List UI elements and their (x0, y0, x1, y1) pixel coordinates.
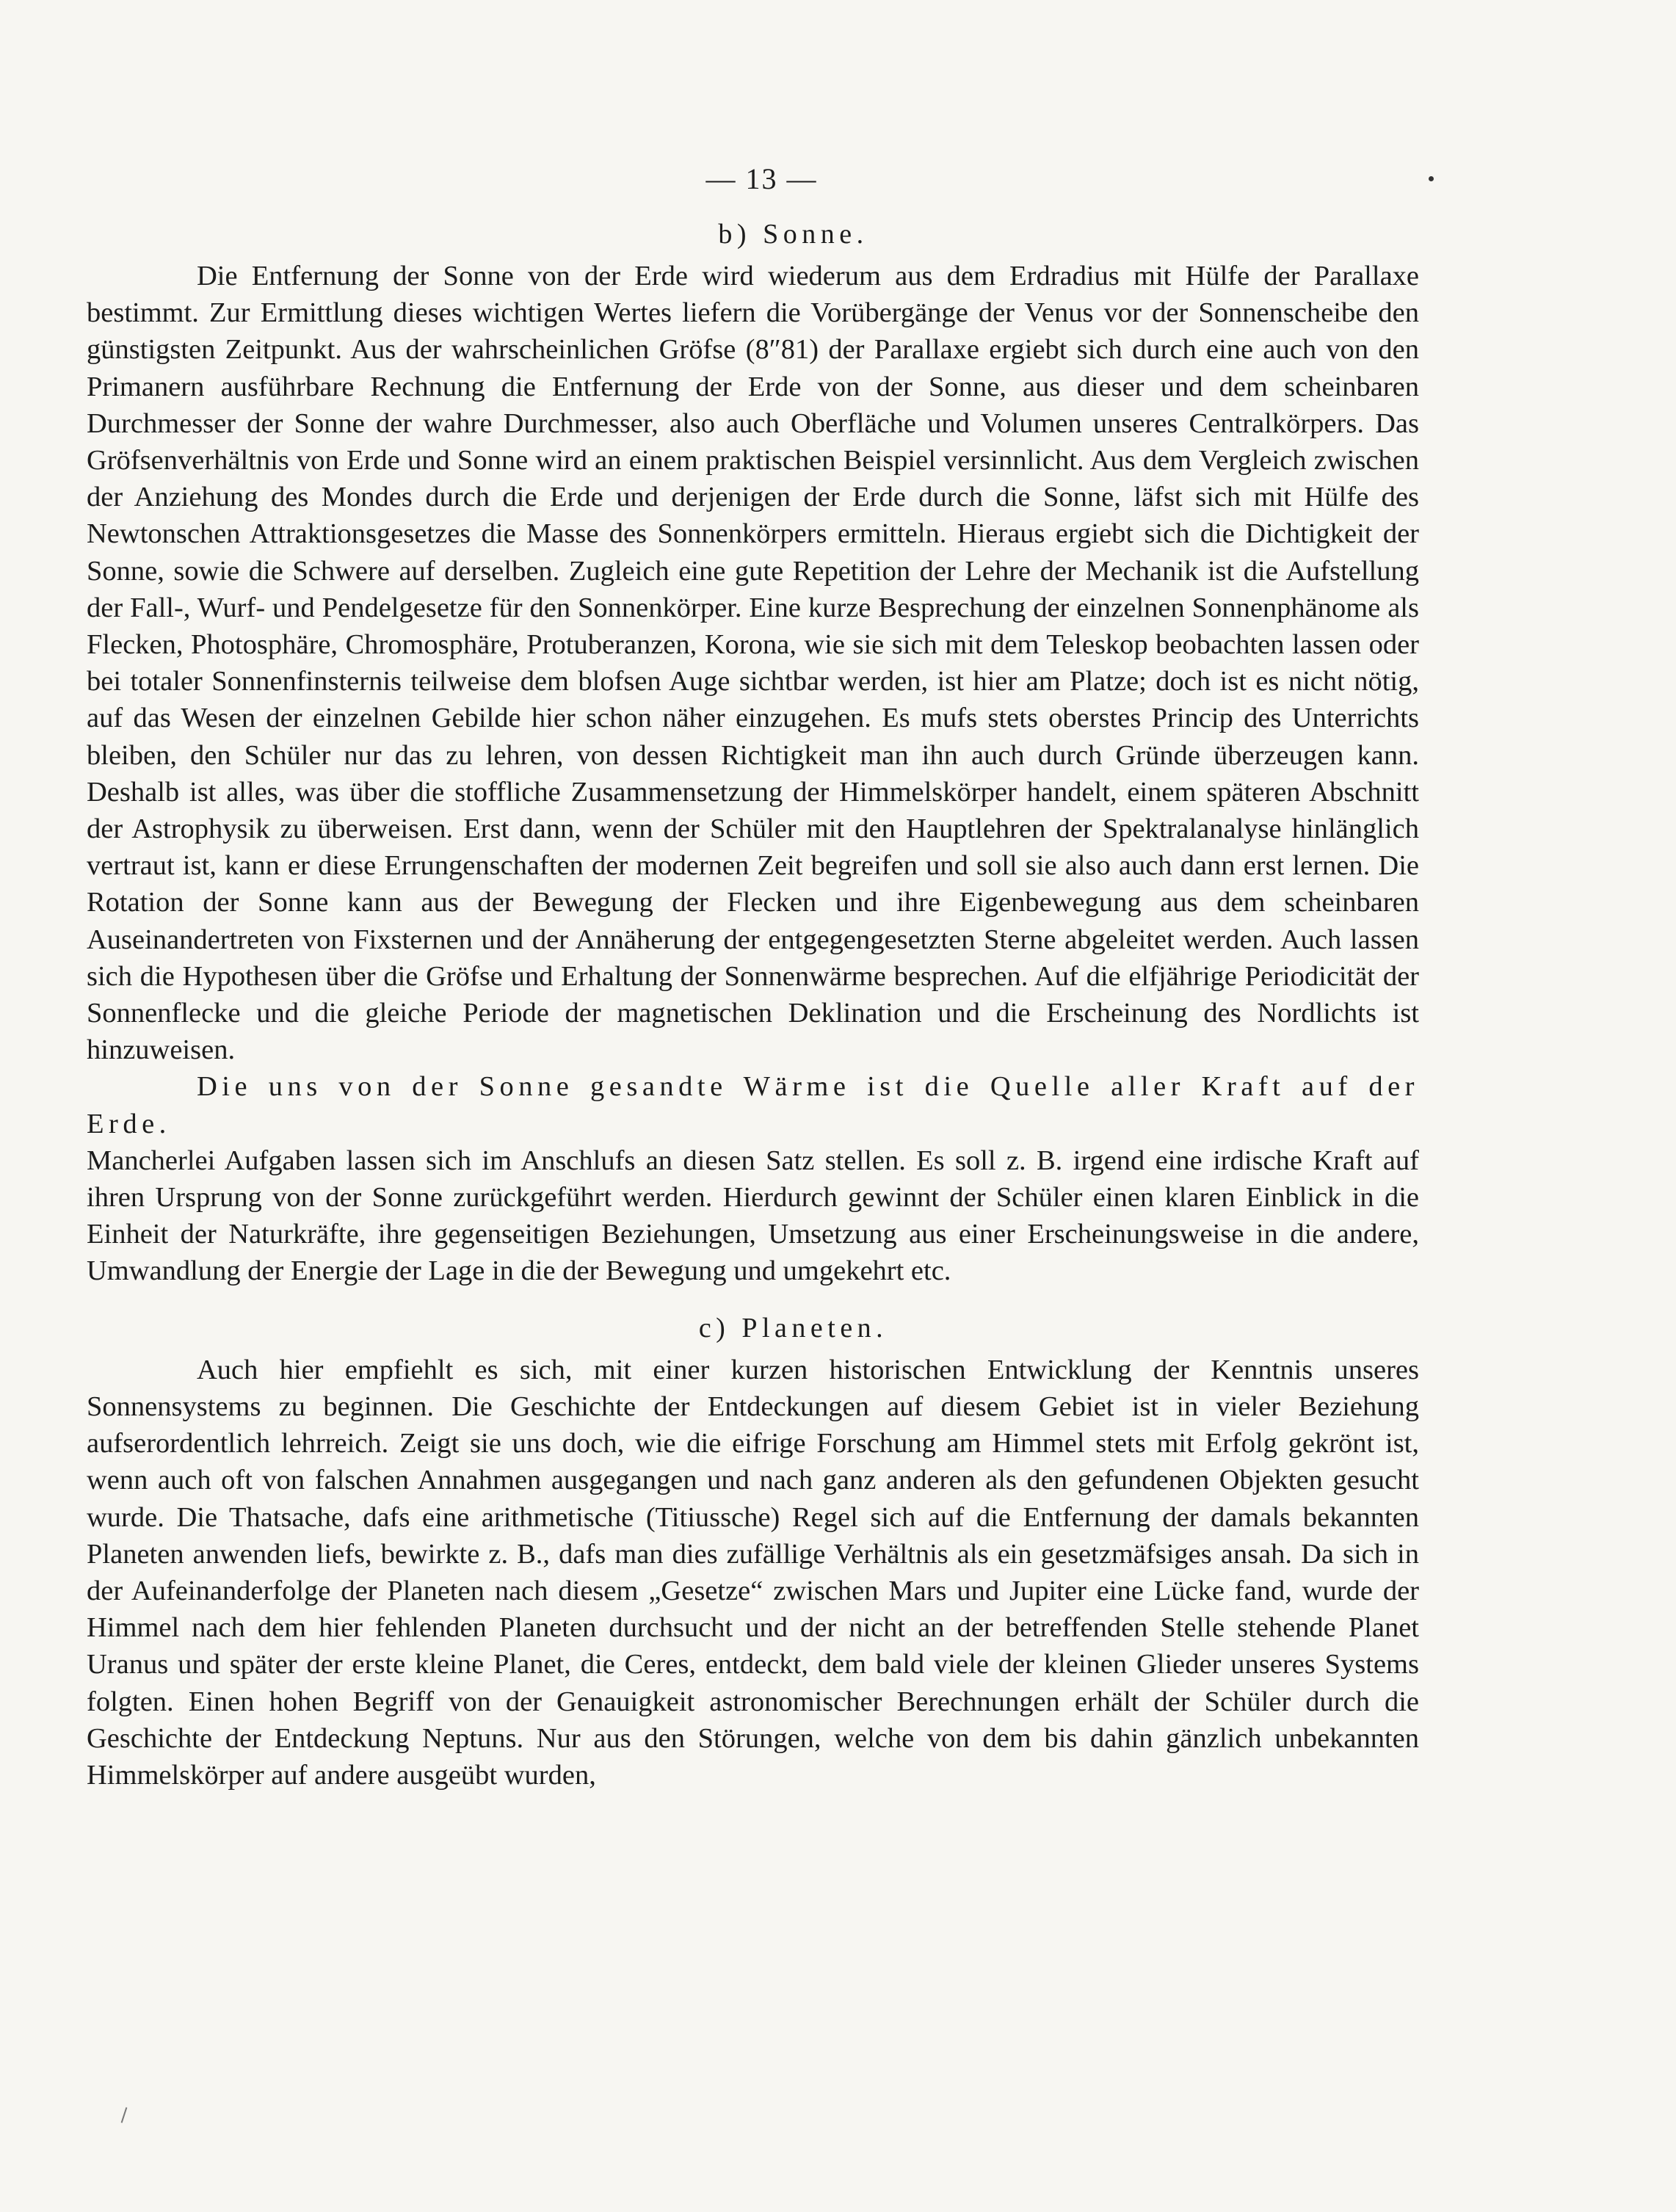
margin-tick-mark (121, 2107, 128, 2123)
paragraph-sonne-2-continuation: Mancherlei Aufgaben lassen sich im Anschlufs an diesen Satz stellen. Es soll z. B. irgend eine irdische Kraft auf ihren Ursprung von der Sonne zurückgeführt werden. Hierdurch gewinnt der Schüler einen klaren Einblick in die Einheit der Naturkräfte, ihre gegenseitigen Beziehungen, Umsetzung aus einer Erscheinungsweise in die andere, Umwandlung der Energie der Lage in die der Bewegung und umgekehrt etc. (87, 1145, 1419, 1287)
paragraph-sonne-2 (87, 1068, 1419, 1289)
page-number: — 13 — (705, 162, 818, 195)
paragraph-planeten-1: Auch hier empfiehlt es sich, mit einer kurzen historischen Entwicklung der Kenntnis unseres Sonnensystems zu beginnen. Die Geschichte der Entdeckungen auf diesem Gebiet ist in vieler Beziehung aufserordentlich lehrreich. Zeigt sie uns doch, wie die eifrige Forschung am Himmel stets mit Erfolg gekrönt ist, wenn auch oft von falschen Annahmen ausgegangen und nach ganz anderen als den gefundenen Objekten gesucht wurde. Die Thatsache, dafs eine arithmetische (Titiussche) Regel sich auf die Entfernung der damals bekannten Planeten anwenden liefs, bewirkte z. B., dafs man dies zufällige Verhältnis als ein gesetzmäfsiges ansah. Da sich in der Aufeinanderfolge der Planeten nach diesem „Gesetze“ zwischen Mars und Jupiter eine Lücke fand, wurde der Himmel nach dem hier fehlenden Planeten durchsucht und der nicht an der betreffenden Stelle stehende Planet Uranus und später der erste kleine Planet, die Ceres, entdeckt, dem bald viele der kleinen Glieder unseres Systems folgten. Einen hohen Begriff von der Genauigkeit astronomischer Berechnungen erhält der Schüler durch die Geschichte der Entdeckung Neptuns. Nur aus den Störungen, welche von dem bis dahin gänzlich unbekannten Himmelskörper auf andere ausgeübt wurden, (87, 1354, 1419, 1791)
section-heading-planeten: c) Planeten. (698, 1312, 888, 1343)
section-heading-sonne: b) Sonne. (718, 219, 868, 250)
margin-dot-mark (1429, 176, 1434, 181)
book-page (87, 162, 1419, 1794)
paragraph-sonne-1: Die Entfernung der Sonne von der Erde wird wiederum aus dem Erdradius mit Hülfe der Parallaxe bestimmt. Zur Ermittlung dieses wichtigen Wertes liefern die Vorübergänge der Venus vor der Sonnenscheibe den günstigsten Zeitpunkt. Aus der wahrscheinlichen Gröfse (8″81) der Parallaxe ergiebt sich durch eine auch von den Primanern ausführbare Rechnung die Entfernung der Erde von der Sonne, aus dieser und dem scheinbaren Durchmesser der Sonne der wahre Durchmesser, also auch Oberfläche und Volumen unseres Centralkörpers. Das Gröfsenverhältnis von Erde und Sonne wird an einem praktischen Beispiel versinnlicht. Aus dem Vergleich zwischen der Anziehung des Mondes durch die Erde und derjenigen der Erde durch die Sonne, läfst sich mit Hülfe des Newtonschen Attraktionsgesetzes die Masse des Sonnenkörpers ermitteln. Hieraus ergiebt sich die Dichtigkeit der Sonne, sowie die Schwere auf derselben. Zugleich eine gute Repetition der Lehre der Mechanik ist die Aufstellung der Fall-, Wurf- und Pendelgesetze für den Sonnenkörper. Eine kurze Besprechung der einzelnen Sonnenphänome als Flecken, Photosphäre, Chromosphäre, Protuberanzen, Korona, wie sie sich mit dem Teleskop beobachten lassen oder bei totaler Sonnenfinsternis teilweise dem blofsen Auge sichtbar werden, ist hier am Platze; doch ist es nicht nötig, auf das Wesen der einzelnen Gebilde hier schon näher einzugehen. Es mufs stets oberstes Princip des Unterrichts bleiben, den Schüler nur das zu lehren, von dessen Richtigkeit man ihn auch durch Gründe überzeugen kann. Deshalb ist alles, was über die stoffliche Zusammensetzung der Himmelskörper handelt, einem späteren Abschnitt der Astrophysik zu überweisen. Erst dann, wenn der Schüler mit den Hauptlehren der Spektralanalyse hinlänglich vertraut ist, kann er diese Errungenschaften der modernen Zeit begreifen und soll sie also auch dann erst lernen. Die Rotation der Sonne kann aus der Bewegung der Flecken und ihre Eigenbewegung aus dem scheinbaren Auseinandertreten von Fixsternen und der Annäherung der entgegengesetzten Sterne abgeleitet werden. Auch lassen sich die Hypothesen über die Gröfse und Erhaltung der Sonnenwärme besprechen. Auf die elfjährige Periodicität der Sonnenflecke und die gleiche Periode der magnetischen Deklination und die Erscheinung des Nordlichts ist hinzuweisen. (87, 261, 1419, 1066)
emphasized-sentence: Die uns von der Sonne gesandte Wärme ist die Quelle aller Kraft auf der Erde. (87, 1071, 1419, 1139)
